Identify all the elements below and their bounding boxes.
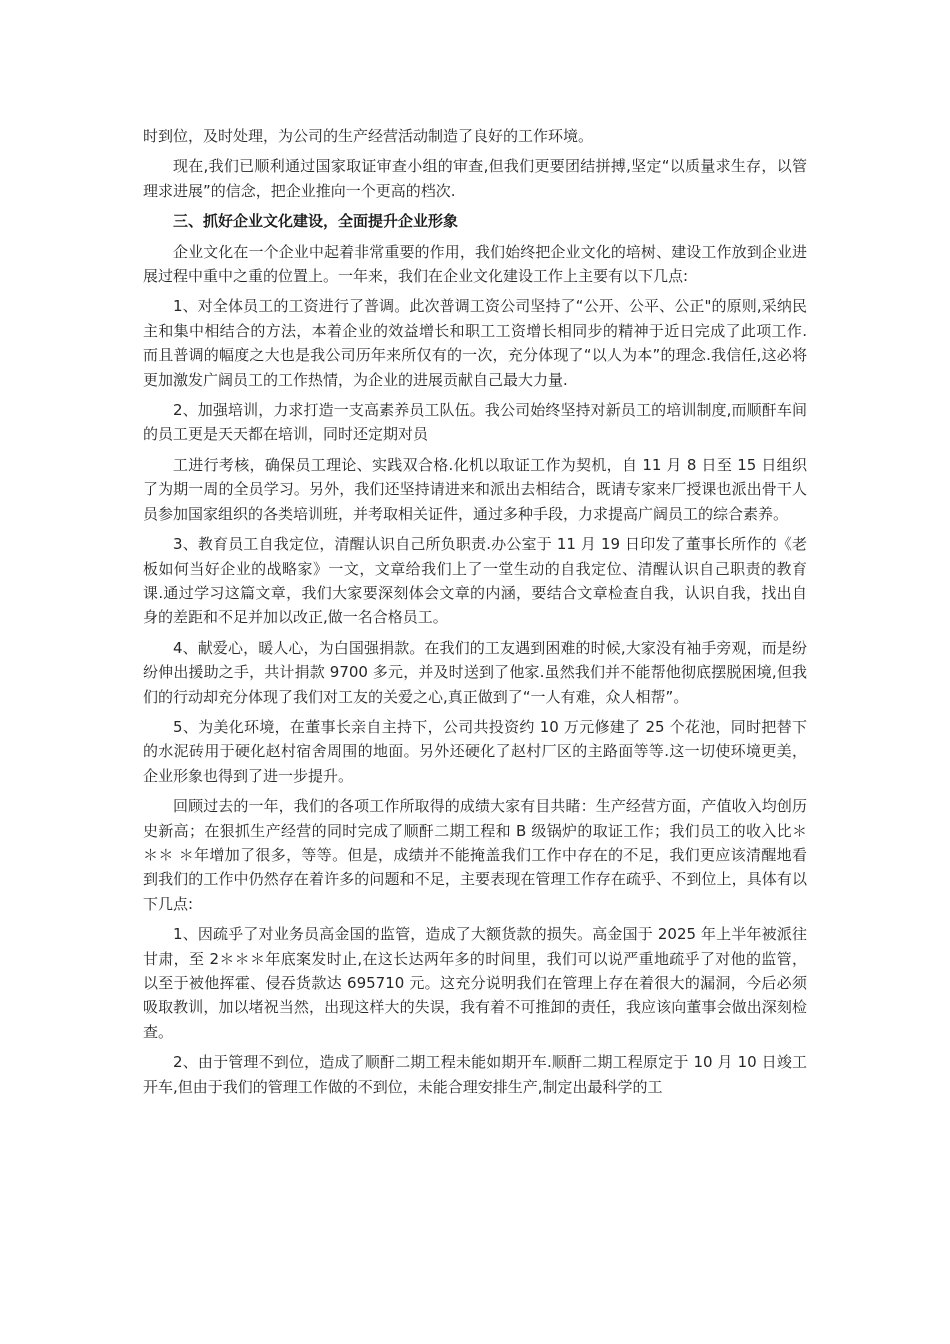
paragraph-certification: 现在,我们已顺利通过国家取证审查小组的审查,但我们更要团结拼搏,坚定“以质量求生存，以管理求进展”的信念，把企业推向一个更高的档次. xyxy=(143,157,807,200)
paragraph-item-self-positioning: 3、教育员工自我定位，清醒认识自己所负职责.办公室于 11 月 19 日印发了董事长所作的《老板如何当好企业的战略家》一文，文章给我们上了一堂生动的自我定位、清醒认识自己职责的教育课.通过学习这篇文章，我们大家要深刻体会文章的内涵，要结合文章检查自我，认识自我，找出自身的差距和不足并加以改正,做一名合格员工。 xyxy=(143,535,807,627)
paragraph-item-training: 2、加强培训，力求打造一支高素养员工队伍。我公司始终坚持对新员工的培训制度,而顺酐车间的员工更是天天都在培训，同时还定期对员 xyxy=(143,401,807,444)
paragraph-continuation: 时到位，及时处理，为公司的生产经营活动制造了良好的工作环境。 xyxy=(143,127,594,145)
paragraph-problem-project-delay: 2、由于管理不到位，造成了顺酐二期工程未能如期开车.顺酐二期工程原定于 10 月 10 日竣工开车,但由于我们的管理工作做的不到位，未能合理安排生产,制定出最科学的工 xyxy=(143,1053,807,1096)
paragraph-item-wages: 1、对全体员工的工资进行了普调。此次普调工资公司坚持了“公开、公平、公正"的原则,采纳民主和集中相结合的方法，本着企业的效益增长和职工工资增长相同步的精神于近日完成了此项工作.而且普调的幅度之大也是我公司历年来所仅有的一次，充分体现了“以人为本”的理念.我信任,这必将更加激发广阔员工的工作热情，为企业的进展贡献自己最大力量. xyxy=(143,297,807,389)
section-heading: 三、抓好企业文化建设，全面提升企业形象 xyxy=(173,212,459,231)
paragraph-training-continued: 工进行考核，确保员工理论、实践双合格.化机以取证工作为契机，自 11 月 8 日至 15 日组织了为期一周的全员学习。另外，我们还坚持请进来和派出去相结合，既请专家来厂授课也派出骨干人员参加国家组织的各类培训班，并考取相关证件，通过多种手段，力求提高广阔员工的综合素养。 xyxy=(143,455,807,523)
paragraph-problem-supervision: 1、因疏乎了对业务员高金国的监管，造成了大额货款的损失。高金国于 2025 年上半年被派往甘肃，至 2＊＊＊年底案发时止,在这长达两年多的时间里，我们可以说严重地疏乎了对他的监管，以至于被他挥霍、侵吞货款达 695710 元。这充分说明我们在管理上存在着很大的漏洞，今后必须吸取教训，加以堵祝当然，出现这样大的失误，我有着不可推卸的责任，我应该向董事会做出深刻检查。 xyxy=(143,925,807,1041)
paragraph-item-donation: 4、献爱心，暖人心，为白国强捐款。在我们的工友遇到困难的时候,大家没有袖手旁观，而是纷纷伸出援助之手，共计捐款 9700 多元，并及时送到了他家.虽然我们并不能帮他彻底摆脱困境,但我们的行动却充分体现了我们对工友的关爱之心,真正做到了“一人有难，众人相帮”。 xyxy=(143,638,807,706)
paragraph-review: 回顾过去的一年，我们的各项工作所取得的成绩大家有目共睹：生产经营方面，产值收入均创历史新高；在狠抓生产经营的同时完成了顺酐二期工程和 B 级锅炉的取证工作；我们员工的收入比＊＊＊ ＊年增加了很多，等等。但是，成绩并不能掩盖我们工作中存在的不足，我们更应该清醒地看到我们的工作中仍然存在着许多的问题和不足，主要表现在管理工作存在疏乎、不到位上，具体有以下几点: xyxy=(143,797,807,913)
paragraph-culture-intro: 企业文化在一个企业中起着非常重要的作用，我们始终把企业文化的培树、建设工作放到企业进展过程中重中之重的位置上。一年来，我们在企业文化建设工作上主要有以下几点: xyxy=(143,242,807,286)
paragraph-item-environment: 5、为美化环境，在董事长亲自主持下，公司共投资约 10 万元修建了 25 个花池，同时把替下的水泥砖用于硬化赵村宿舍周围的地面。另外还硬化了赵村厂区的主路面等等.这一切使环境更美，企业形象也得到了进一步提升。 xyxy=(143,717,807,785)
document-page xyxy=(143,124,807,1105)
